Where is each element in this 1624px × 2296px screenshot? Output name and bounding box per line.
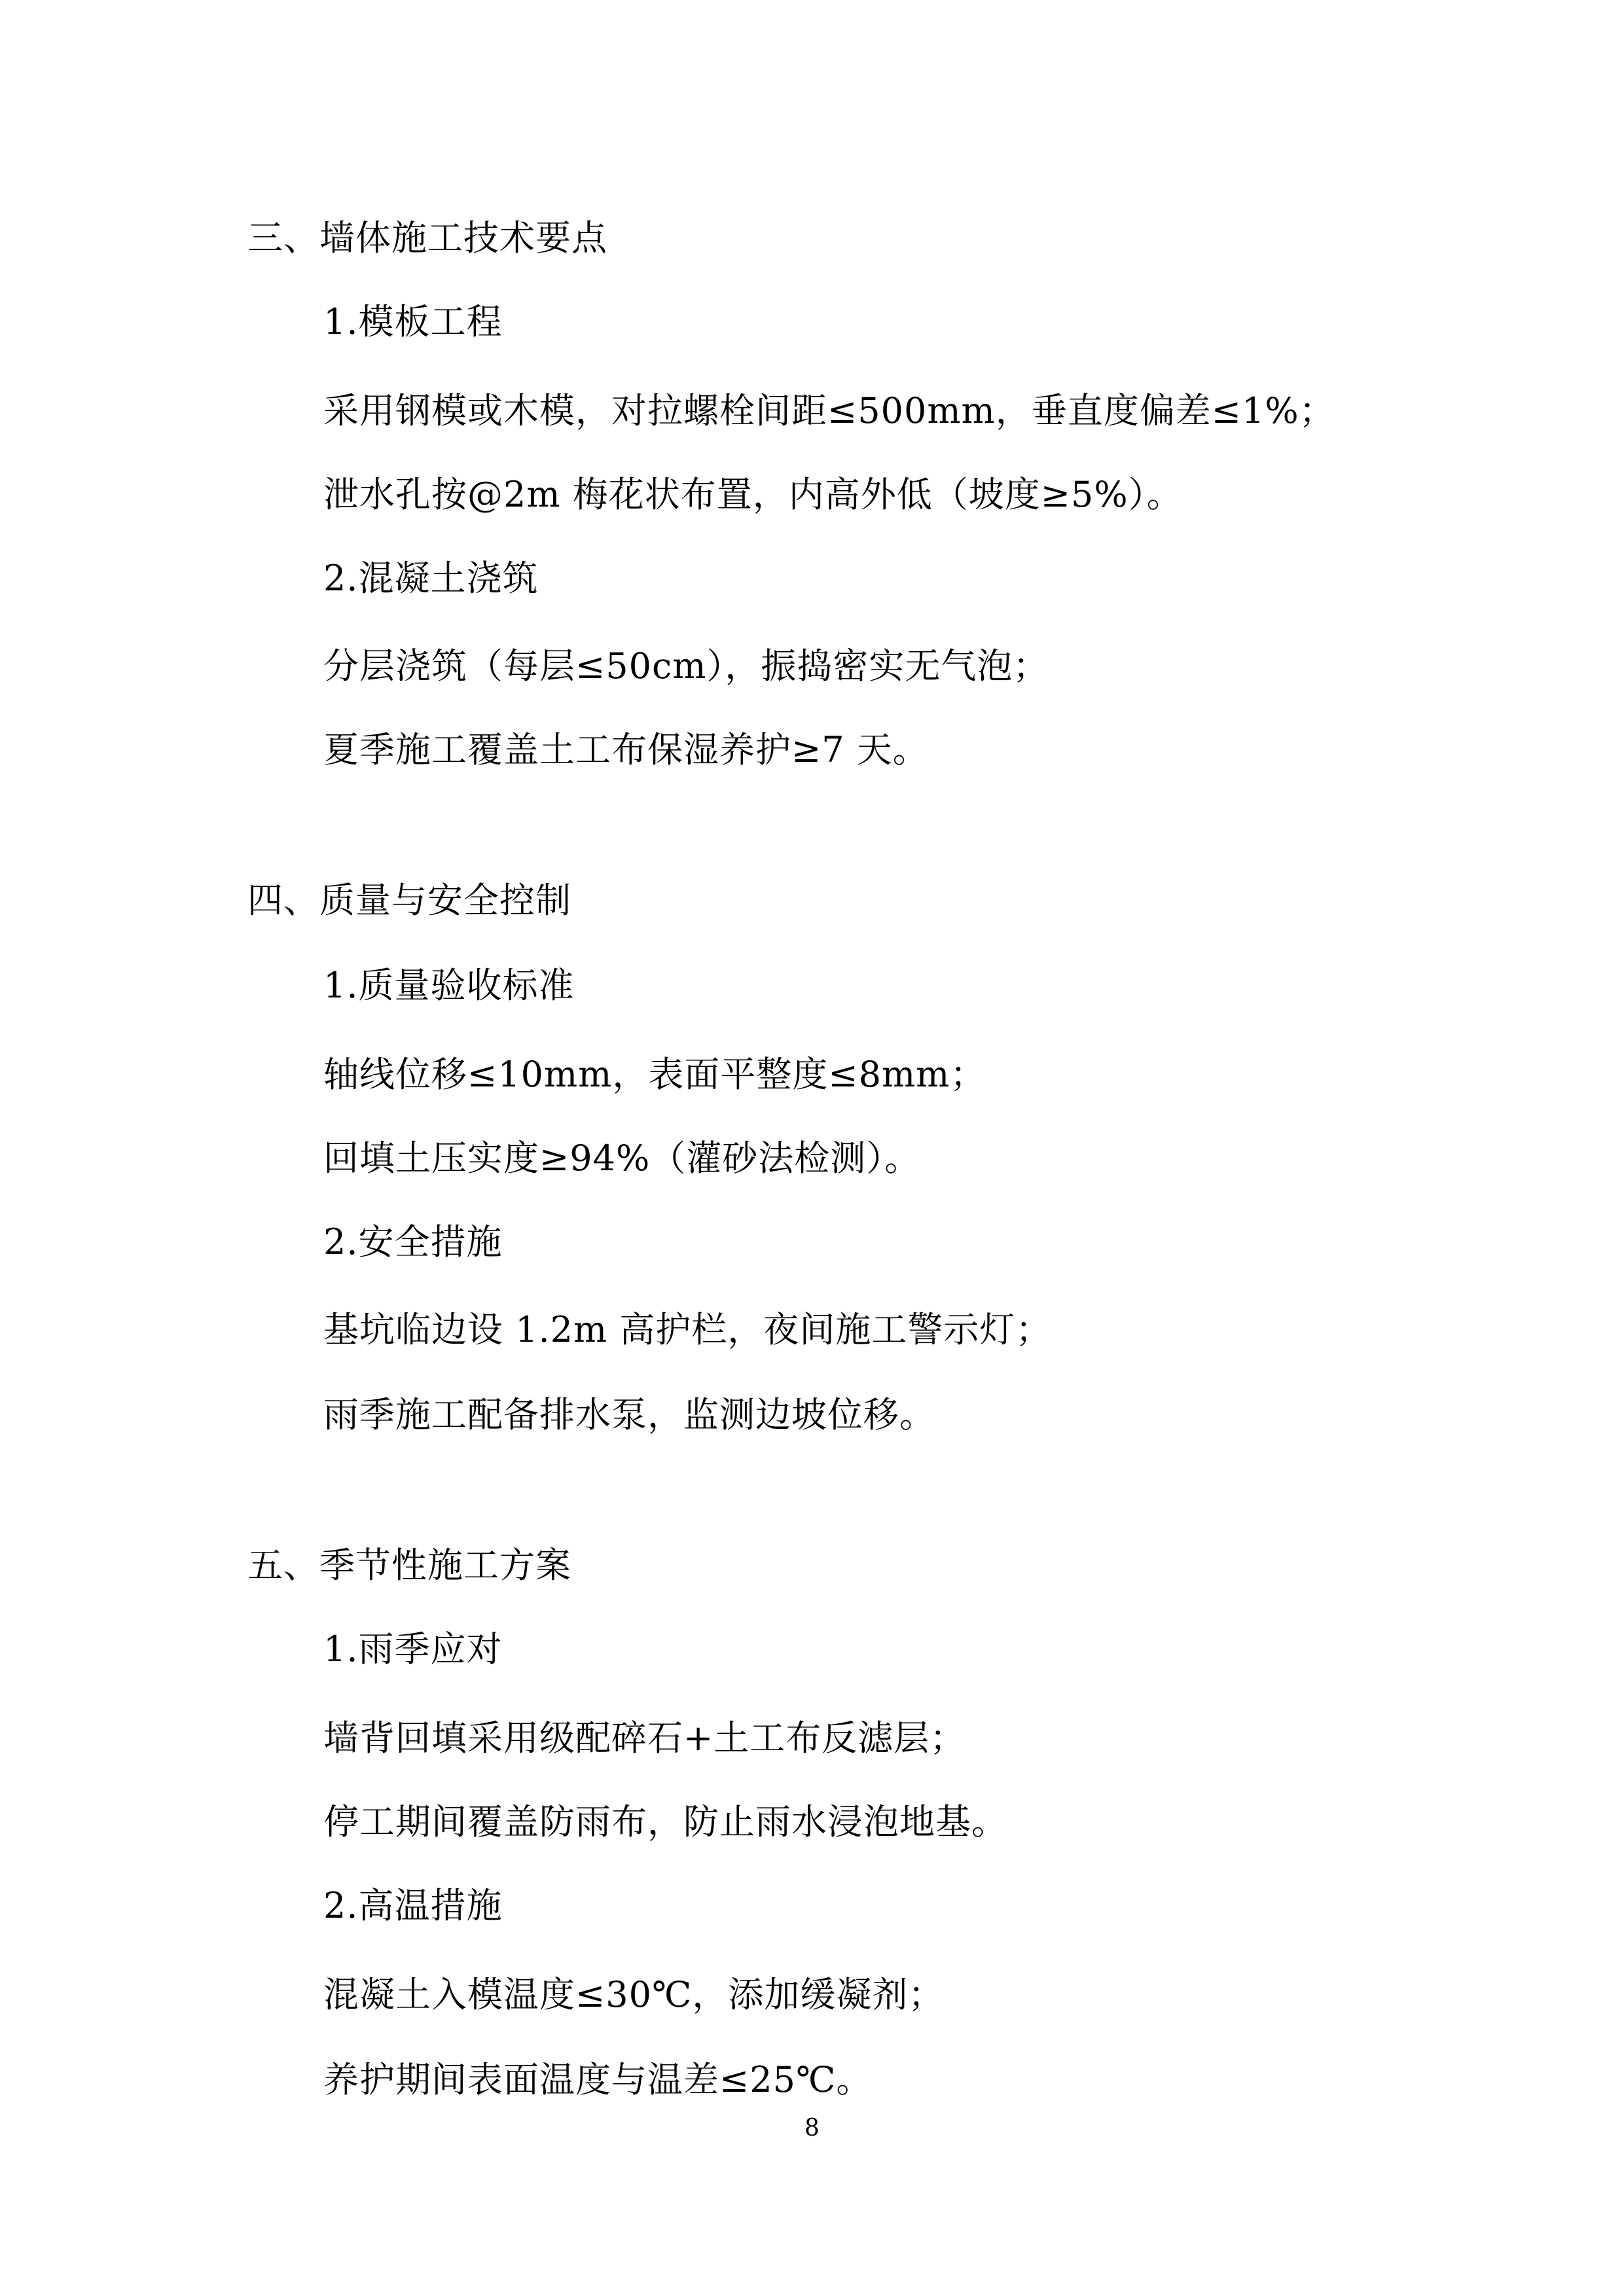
paragraph-line: 停工期间覆盖防雨布，防止雨水浸泡地基。 bbox=[323, 1801, 1007, 1842]
section-heading: 四、质量与安全控制 bbox=[247, 880, 571, 921]
section-heading: 三、墙体施工技术要点 bbox=[247, 217, 607, 259]
subsection-title: 2.高温措施 bbox=[323, 1885, 503, 1926]
subsection-title: 1.模板工程 bbox=[323, 301, 503, 342]
section-heading: 五、季节性施工方案 bbox=[247, 1545, 571, 1586]
paragraph-line: 采用钢模或木模，对拉螺栓间距≤500mm，垂直度偏差≤1%； bbox=[323, 390, 1335, 431]
subsection-title: 1.雨季应对 bbox=[323, 1628, 503, 1670]
paragraph-line: 回填土压实度≥94%（灌砂法检测）。 bbox=[323, 1138, 921, 1179]
paragraph-line: 分层浇筑（每层≤50cm），振捣密实无气泡； bbox=[323, 645, 1049, 687]
paragraph-line: 轴线位移≤10mm，表面平整度≤8mm； bbox=[323, 1054, 986, 1095]
paragraph-line: 夏季施工覆盖土工布保湿养护≥7 天。 bbox=[323, 729, 929, 770]
subsection-title: 1.质量验收标准 bbox=[323, 965, 575, 1006]
paragraph-line: 墙背回填采用级配碎石+土工布反滤层； bbox=[323, 1717, 966, 1759]
subsection-title: 2.安全措施 bbox=[323, 1221, 503, 1263]
subsection-title: 2.混凝土浇筑 bbox=[323, 558, 539, 599]
paragraph-line: 基坑临边设 1.2m 高护栏，夜间施工警示灯； bbox=[323, 1309, 1052, 1350]
paragraph-line: 雨季施工配备排水泵，监测边坡位移。 bbox=[323, 1394, 935, 1435]
paragraph-line: 泄水孔按@2m 梅花状布置，内高外低（坡度≥5%）。 bbox=[323, 474, 1183, 515]
paragraph-line: 混凝土入模温度≤30℃，添加缓凝剂； bbox=[323, 1974, 945, 2015]
page-number: 8 bbox=[804, 2115, 820, 2142]
paragraph-line: 养护期间表面温度与温差≤25℃。 bbox=[323, 2059, 873, 2100]
